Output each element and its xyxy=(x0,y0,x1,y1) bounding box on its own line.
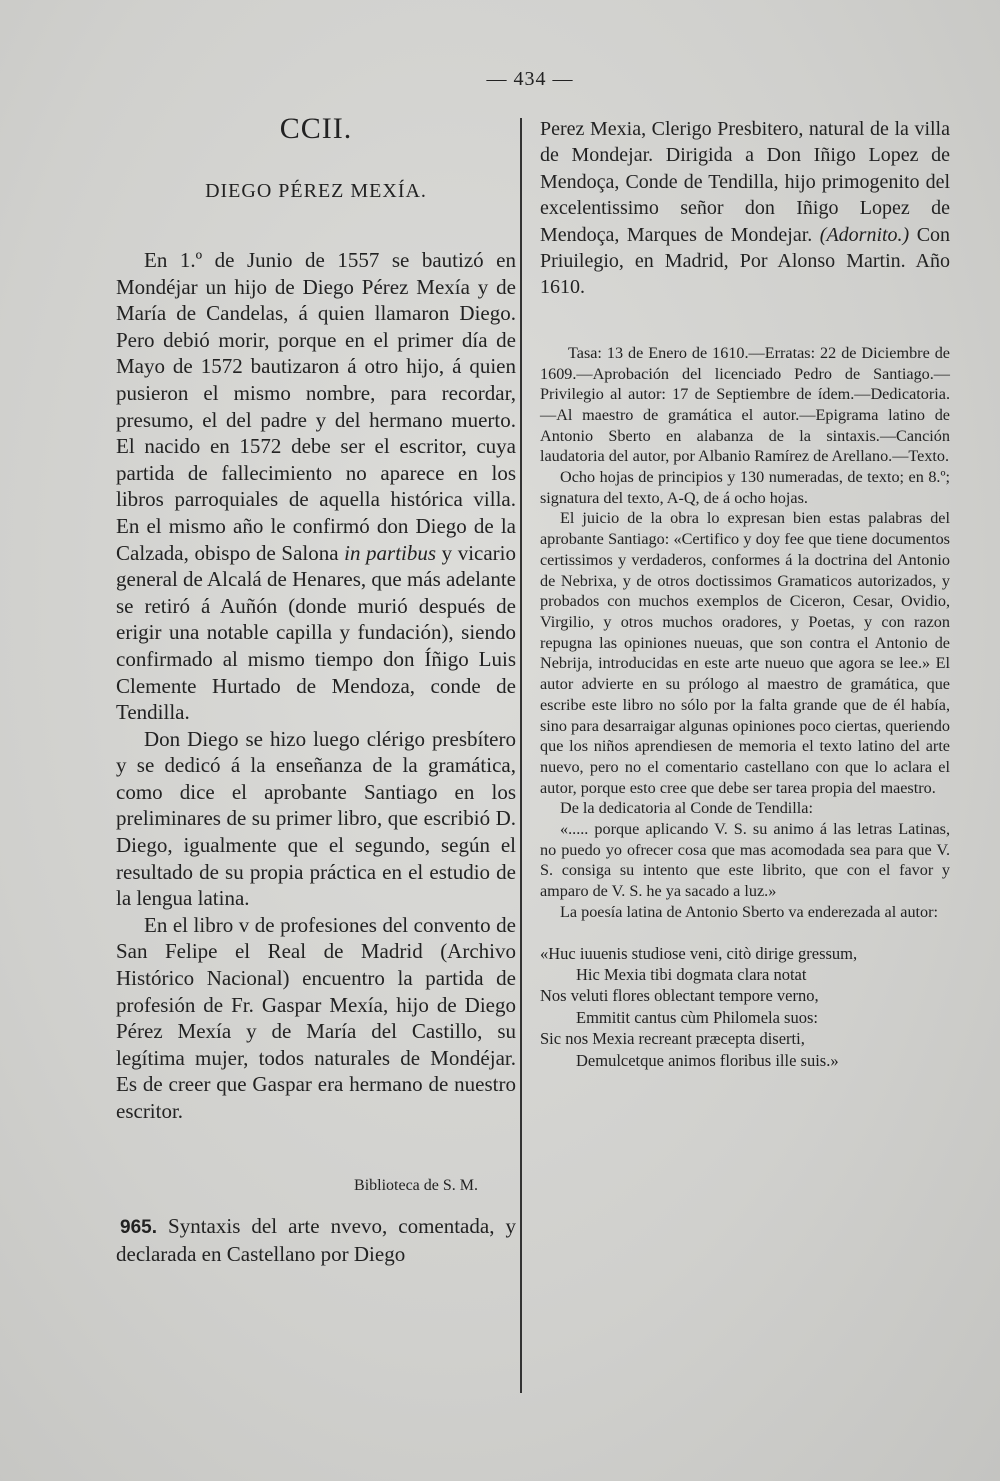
verse-line: «Huc iuuenis studiose veni, citò dirige gressum, xyxy=(540,943,858,963)
verse-line: Demulcetque animos floribus ille suis.» xyxy=(576,1050,839,1070)
entry-title-start: Syntaxis del arte nvevo, comentada, y declarada en Castellano por Diego xyxy=(116,1213,516,1266)
section-number: CCII. xyxy=(279,112,353,145)
note-preliminaries: Tasa: 13 de Enero de 1610.—Erratas: 22 de Diciembre de 1609.—Aprobación del licenciado Pedro de Santiago.—Privilegio al autor: 17 de Septiembre de ídem.—Dedicatoria.—Al maestro de gramática el autor.—Epigrama latino de Antonio Sberto en alabanza de la sintaxis.—Canción laudatoria del autor, por Albanio Ramírez de Arellano.—Texto. xyxy=(540,343,950,466)
verse-line: Emmitit cantus cùm Philomela suos: xyxy=(576,1007,818,1027)
italic-phrase: in partibus xyxy=(344,540,437,565)
page-number: — 434 — xyxy=(486,68,574,90)
note-dedication-intro: De la dedicatoria al Conde de Tendilla: xyxy=(560,799,813,818)
biography xyxy=(116,247,516,1125)
latin-poem xyxy=(540,943,950,1071)
biography-paragraph-1: En 1.º de Junio de 1557 se bautizó en Mondéjar un hijo de Diego Pérez Mexía y de María de Candelas, á quien llamaron Diego. Pero debió morir, porque en el primer día de Mayo de 1572 bautizaron á otro hijo, á quien pusieron el mismo nombre, para recordar, presumo, el del padre y del hermano muerto. El nacido en 1572 debe ser el escritor, cuya partida de fallecimiento no aparece en los libros parroquiales de aquella histórica villa. En el mismo año le confirmó don Diego de la Calzada, obispo de Salona in partibus y vicario general de Alcalá de Henares, que más adelante se retiró á Auñón (donde murió después de erigir una notable capilla y fundación), siendo confirmado al mismo tiempo don Íñigo Luis Clemente Hurtado de Mendoza, conde de Tendilla. xyxy=(116,248,517,725)
author-heading: DIEGO PÉREZ MEXÍA. xyxy=(205,180,427,202)
note-poem-intro: La poesía latina de Antonio Sberto va enderezada al autor: xyxy=(560,902,939,921)
italic-note: (Adornito.) xyxy=(819,223,910,246)
entry-title-continued: Perez Mexia, Clerigo Presbitero, natural de la villa de Mondejar. Dirigida a Don Iñigo Lopez de Mendoça, Conde de Tendilla, hijo primogenito del excelentissimo señor don Iñigo Lopez de Mendoça, Marques de Mondejar. (Adornito.) Con Priuilegio, en Madrid, Por Alonso Martin. Año 1610. xyxy=(540,118,951,299)
column-divider xyxy=(520,118,522,1393)
note-dedication-quote: «..... porque aplicando V. S. su animo á las letras Latinas, no puedo yo ofrecer cosa que mas acomodada sea para que V. S. consiga su intento que este librito, que con el favor y amparo de V. S. he ya sacado a luz.» xyxy=(540,820,950,901)
left-column xyxy=(116,112,516,1267)
note-collation: Ocho hojas de principios y 130 numeradas, de texto; en 8.º; signatura del texto, A-Q, de á ocho hojas. xyxy=(540,468,950,507)
verse-line: Sic nos Mexia recreant præcepta diserti, xyxy=(540,1029,805,1049)
verse-line: Nos veluti flores oblectant tempore verno, xyxy=(540,986,819,1006)
biography-paragraph-2: Don Diego se hizo luego clérigo presbítero y se dedicó á la enseñanza de la gramática, como dice el aprobante Santiago en los preliminares de su primer libro, que escribió D. Diego, igualmente que el segundo, según el resultado de su propia práctica en el estudio de la lengua latina. xyxy=(116,726,516,911)
right-column xyxy=(540,116,950,1071)
catalog-entry xyxy=(116,1213,516,1267)
verse-line: Hic Mexia tibi dogmata clara notat xyxy=(576,964,807,984)
biography-paragraph-3: En el libro v de profesiones del convento de San Felipe el Real de Madrid (Archivo Histórico Nacional) encuentro la partida de profesión de Fr. Gaspar Mexía, hijo de Diego Pérez Mexía y de María del Castillo, su legítima mujer, todos naturales de Mondéjar. Es de creer que Gaspar era hermano de nuestro escritor. xyxy=(116,912,516,1123)
entry-number: 965. xyxy=(120,1216,157,1238)
library-location: Biblioteca de S. M. xyxy=(354,1176,478,1194)
bibliographic-notes xyxy=(540,343,950,923)
note-judgement: El juicio de la obra lo expresan bien estas palabras del aprobante Santiago: «Certifico y doy fee que tiene documentos certissimos y verdaderos, conformes á la doctrina del Antonio de Nebrixa, y de otros doctissimos Gramaticos autorizados, y probados con muchos exemplos de Ciceron, Cesar, Ovidio, Virgilio, y otros muchos oradores, y Poetas, y con razon repugna las opiniones nueuas, que son contra el Antonio de Nebrija, introducidas en este arte nueuo que agora se lee.» El autor advierte en su prólogo al maestro de gramática, que escribe este libro no sólo por la falta grande que de él había, sino para desarraigar algunas opiniones poco ciertas, queriendo que los niños aprendiesen de memoria el texto latino del arte nuevo, pero no el comentario castellano con que lo aclara el autor, porque esto cree que debe ser tarea propia del maestro. xyxy=(540,509,950,797)
